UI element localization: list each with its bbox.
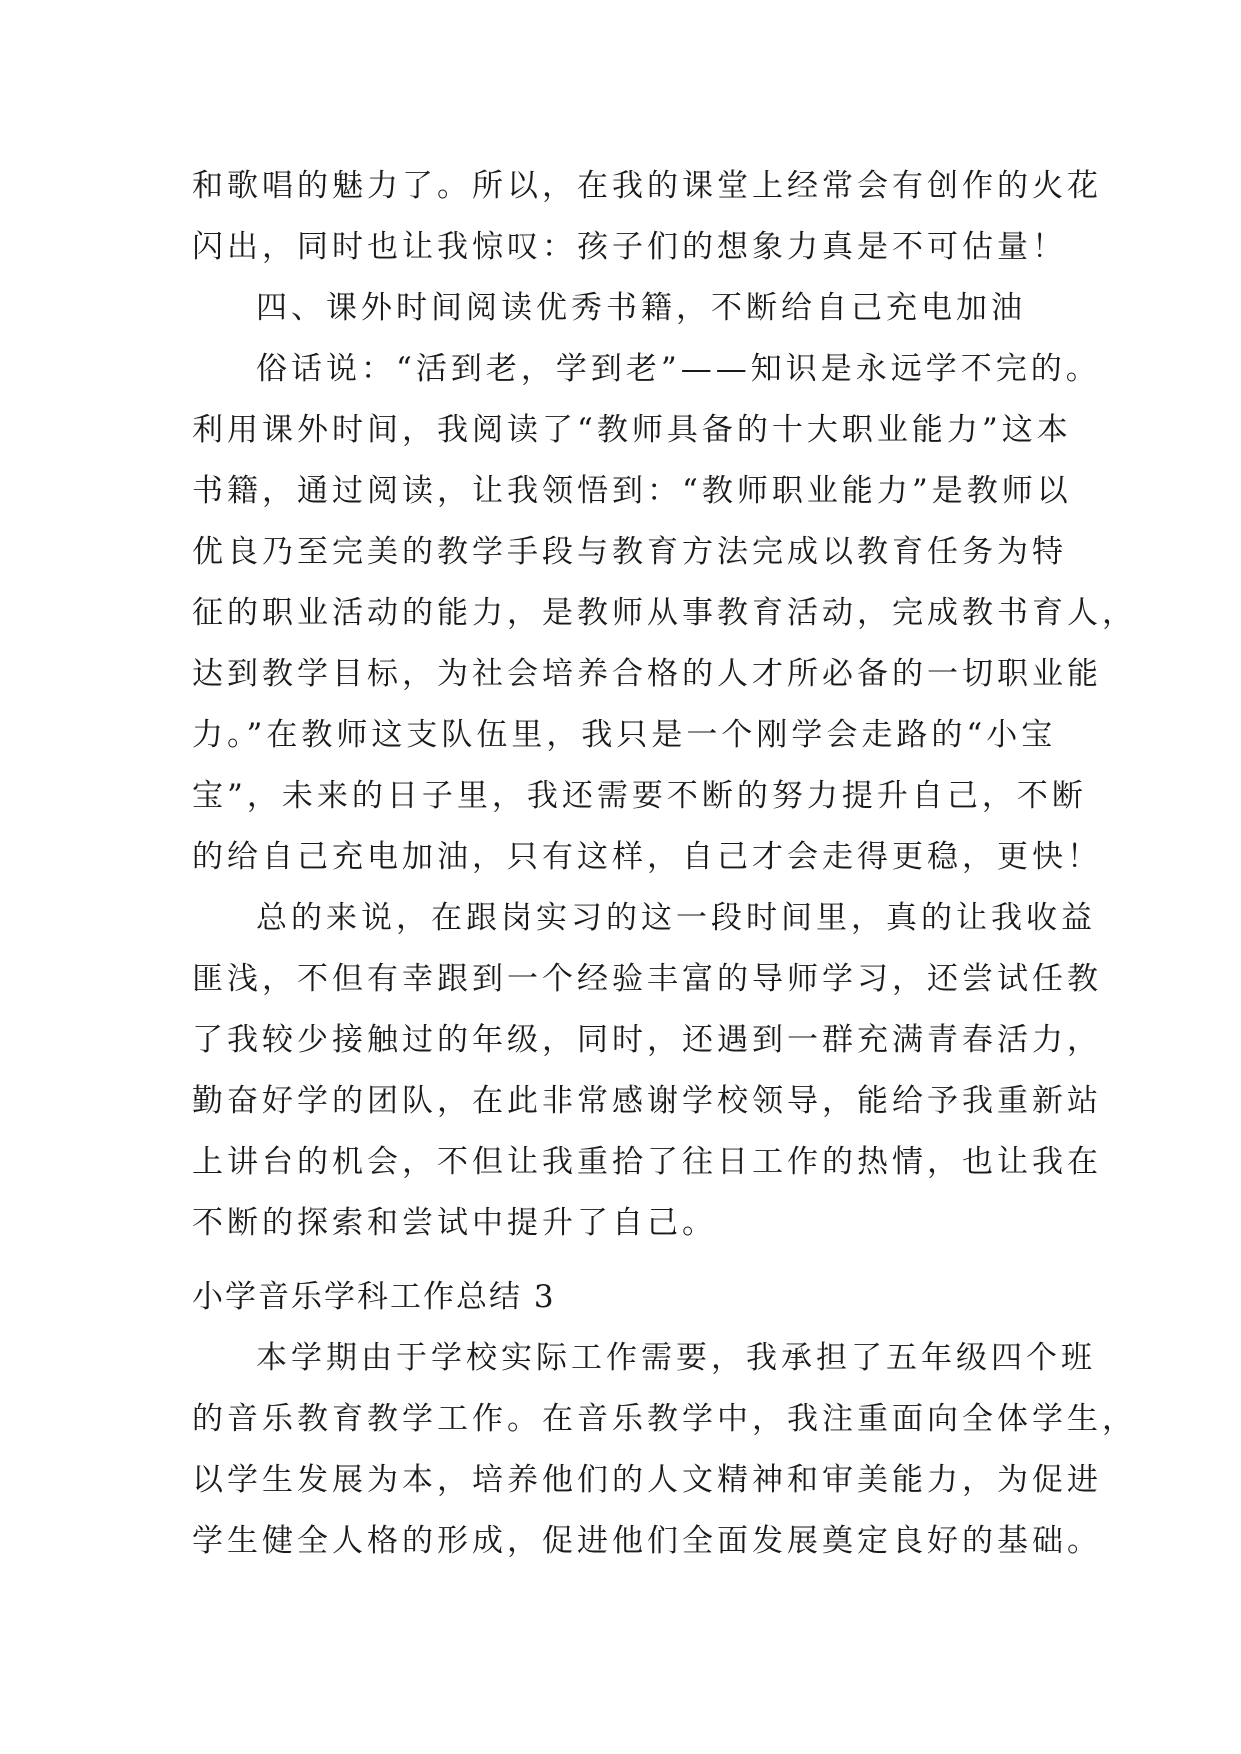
text-line: 上讲台的机会，不但让我重拾了往日工作的热情，也让我在	[192, 1144, 1102, 1180]
text-line: 以学生发展为本，培养他们的人文精神和审美能力，为促进	[192, 1462, 1102, 1498]
subheading-line: 四、课外时间阅读优秀书籍，不断给自己充电加油	[256, 290, 1026, 326]
text-line: 了我较少接触过的年级，同时，还遇到一群充满青春活力，	[192, 1022, 1102, 1058]
paragraph-start-line: 俗话说：“活到老，学到老”——知识是永远学不完的。	[256, 351, 1101, 387]
text-line: 不断的探索和尝试中提升了自己。	[192, 1205, 717, 1241]
body-text-section-a	[192, 156, 1137, 1254]
text-line: 书籍，通过阅读，让我领悟到：“教师职业能力”是教师以	[192, 473, 1072, 509]
text-line: 的给自己充电加油，只有这样，自己才会走得更稳，更快！	[192, 839, 1102, 875]
text-line: 达到教学目标，为社会培养合格的人才所必备的一切职业能	[192, 656, 1102, 692]
paragraph-start-line: 总的来说，在跟岗实习的这一段时间里，真的让我收益	[256, 900, 1096, 936]
text-line: 闪出，同时也让我惊叹：孩子们的想象力真是不可估量！	[192, 229, 1067, 265]
text-line: 的音乐教育教学工作。在音乐教学中，我注重面向全体学生，	[192, 1401, 1137, 1437]
text-line: 匪浅，不但有幸跟到一个经验丰富的导师学习，还尝试任教	[192, 961, 1102, 997]
text-line: 优良乃至完美的教学手段与教育方法完成以教育任务为特	[192, 534, 1067, 570]
text-line: 力。”在教师这支队伍里，我只是一个刚学会走路的“小宝	[192, 717, 1057, 753]
body-text-section-b	[192, 1328, 1137, 1572]
text-line: 和歌唱的魅力了。所以，在我的课堂上经常会有创作的火花	[192, 168, 1102, 204]
text-line: 宝”，未来的日子里，我还需要不断的努力提升自己，不断	[192, 778, 1087, 814]
paragraph-start-line: 本学期由于学校实际工作需要，我承担了五年级四个班	[256, 1340, 1096, 1376]
text-line: 勤奋好学的团队，在此非常感谢学校领导，能给予我重新站	[192, 1083, 1102, 1119]
text-line: 学生健全人格的形成，促进他们全面发展奠定良好的基础。	[192, 1523, 1102, 1559]
section-heading: 小学音乐学科工作总结 3	[192, 1279, 556, 1315]
text-line: 利用课外时间，我阅读了“教师具备的十大职业能力”这本	[192, 412, 1072, 448]
text-line: 征的职业活动的能力，是教师从事教育活动，完成教书育人，	[192, 595, 1137, 631]
